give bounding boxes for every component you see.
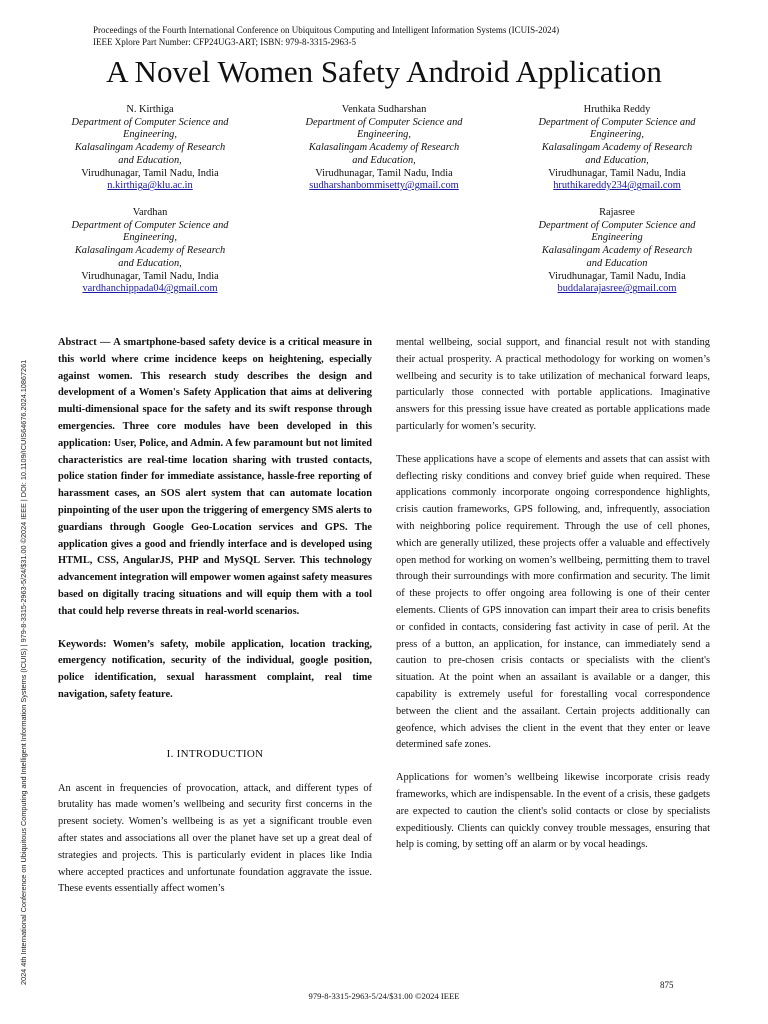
author-location: Virudhunagar, Tamil Nadu, India xyxy=(548,270,686,282)
author-dept: Department of Computer Science and xyxy=(538,116,696,128)
body-paragraph: mental wellbeing, social support, and financial result not with standing their actual prosperity. A practical methodology for working on women’s wellbeing and security is to take utilization of mechanical forward leaps, particularly those connected with portable applications. Imaginative answers for this pressing issue have created as portable applications made particularly for women’s security. xyxy=(396,337,710,432)
author-email-link[interactable]: n.kirthiga@klu.ac.in xyxy=(107,180,193,192)
author-block xyxy=(517,207,717,296)
author-dept: Engineering, xyxy=(357,129,411,141)
doi-sidebar-text: 2024 4th International Conference on Ubiquitous Computing and Intelligent Information Systems (ICUIS) | 979-8-3315-2963-5/24/$31.00 ©2024 IEEE | DOI: 10.1109/ICUIS64676.2024.10867261 xyxy=(19,359,28,985)
author-institution: Kalasalingam Academy of Research xyxy=(74,142,226,154)
author-institution: and Education, xyxy=(118,154,182,166)
author-institution: Kalasalingam Academy of Research xyxy=(308,142,460,154)
page-number: 875 xyxy=(660,980,674,990)
author-dept: Engineering, xyxy=(590,129,644,141)
author-location: Virudhunagar, Tamil Nadu, India xyxy=(315,167,453,179)
author-location: Virudhunagar, Tamil Nadu, India xyxy=(81,167,219,179)
author-institution: Kalasalingam Academy of Research xyxy=(541,245,693,257)
author-institution: and Education, xyxy=(118,257,182,269)
body-paragraph: These applications have a scope of elements and assets that can assist with deflecting risky conditions and convey brief guide when required. These applications commonly incorporate ongoing correspondence highlights, crisis caution frameworks, GPS following, and, infrequently, association with neighboring police requirement. Through the use of cell phones, which are generally utilized, these projects offer a valuable and effectively open method for working on women’s wellbeing, permitting them to travel through their surroundings with more confirmation and security. The limit of these projects to offer ongoing area following is one of their center elements. Clients of GPS innovation can impart their area to crisis benefits or confided in contacts, considering fast activity in case of peril. At the press of a button, an application, for instance, can immediately send a caution to pre-chosen crisis contacts or specialists with the client's situation. At the point when an assailant is available or a danger, this capability is extremely useful for forestalling vocal correspondence between the client and the assailant. Certain projects additionally can geofence, which advises the client in the event that they enter or leave determined safe zones. xyxy=(396,453,710,751)
abstract: Abstract — A smartphone-based safety device is a critical measure in this world where crime incidence keeps on heightening, especially against women. This research study describes the design and development of a Women's Safety Application that aims at delivering multi-dimensional space for the safety and its swift response through emergencies. Three core modules have been developed in this application: User, Police, and Admin. A few paramount but not limited characteristics are real-time location sharing with trusted contacts, police station finder for immediate assistance, hassle-free reporting of harassment cases, an SOS alert system that can automate location pinpointing of the user upon the triggering of emergency SMS alerts to guardians through Google Geo-Location services and GPS. The application gives a good and friendly interface and is developed using HTML, CSS, AngularJS, PHP and MySQL Server. This technology advancement integration will empower women against safety measures based on digitally tracing situations and will equip them with a tool that could help reverse threats in real-world scenarios. xyxy=(58,337,372,617)
author-name: Vardhan xyxy=(132,207,168,218)
author-dept: Department of Computer Science and xyxy=(71,219,229,231)
author-email-link[interactable]: vardhanchippada04@gmail.com xyxy=(82,283,218,295)
author-block xyxy=(517,104,717,193)
left-column xyxy=(58,335,372,898)
author-block xyxy=(284,104,484,193)
author-dept: Department of Computer Science and xyxy=(305,116,463,128)
paper-title: A Novel Women Safety Android Application xyxy=(106,54,662,89)
author-institution: and Education, xyxy=(585,154,649,166)
author-name: Rajasree xyxy=(599,207,635,218)
author-name: Hruthika Reddy xyxy=(583,104,651,115)
proceedings-line: Proceedings of the Fourth International Conference on Ubiquitous Computing and Intelligent Information Systems (ICUIS-2024) xyxy=(93,25,560,35)
author-email-link[interactable]: buddalarajasree@gmail.com xyxy=(557,283,677,295)
author-institution: and Education, xyxy=(352,154,416,166)
doi-sidebar xyxy=(18,185,28,985)
author-institution: and Education xyxy=(586,257,648,269)
author-block xyxy=(50,207,250,296)
author-name: N. Kirthiga xyxy=(126,104,174,115)
body-paragraph: Applications for women’s wellbeing likewise incorporate crisis ready frameworks, which are indispensable. In the event of a crisis, these gadgets are expected to caution the client's solid contacts or close by specialists expeditiously. Clients can quickly convey trouble messages, ensuring that help is coming, by setting off an alarm or by vocal headings. xyxy=(396,772,710,851)
author-name: Venkata Sudharshan xyxy=(341,104,427,115)
right-column xyxy=(396,335,710,854)
author-institution: Kalasalingam Academy of Research xyxy=(74,245,226,257)
author-dept: Engineering xyxy=(591,232,643,244)
intro-paragraph: An ascent in frequencies of provocation, attack, and different types of brutality has made women’s wellbeing and security first concerns in the present society. Women’s wellbeing is as yet a significant trouble even after states and associations all over the planet have set up a great deal of strategies and projects. This is particularly evident in places like India where accepted practices and unfortunate foundation aggravate the issue. These events essentially affect women’s xyxy=(58,782,372,895)
author-dept: Engineering, xyxy=(123,129,177,141)
copyright-footer: 979-8-3315-2963-5/24/$31.00 ©2024 IEEE xyxy=(308,991,460,1001)
isbn-line: IEEE Xplore Part Number: CFP24UG3-ART; ISBN: 979-8-3315-2963-5 xyxy=(93,37,356,47)
author-dept: Department of Computer Science and xyxy=(538,219,696,231)
author-email-link[interactable]: sudharshanbommisetty@gmail.com xyxy=(309,180,459,192)
author-dept: Engineering, xyxy=(123,232,177,244)
author-location: Virudhunagar, Tamil Nadu, India xyxy=(81,270,219,282)
author-location: Virudhunagar, Tamil Nadu, India xyxy=(548,167,686,179)
keywords: Keywords: Women’s safety, mobile application, location tracking, emergency notification, security of the individual, google position, police identification, sexual harassment complaint, real time navigation, safety feature. xyxy=(58,638,372,700)
author-email-link[interactable]: hruthikareddy234@gmail.com xyxy=(553,180,681,192)
proceedings-header xyxy=(93,24,559,48)
author-institution: Kalasalingam Academy of Research xyxy=(541,142,693,154)
section-heading: I. INTRODUCTION xyxy=(166,747,264,760)
author-dept: Department of Computer Science and xyxy=(71,116,229,128)
author-block xyxy=(50,104,250,193)
